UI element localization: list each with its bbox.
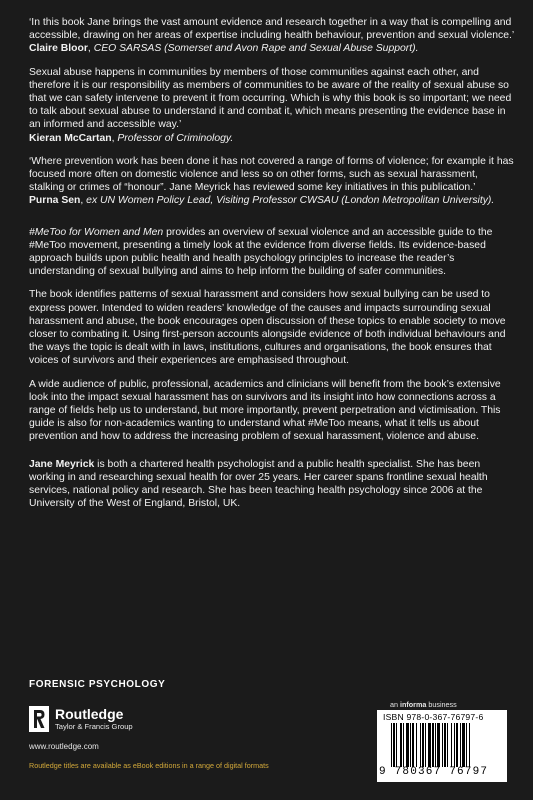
- endorser-role: Professor of Criminology.: [117, 132, 234, 144]
- back-cover-text: [29, 16, 515, 521]
- barcode-bar: [454, 723, 455, 767]
- endorsement-attribution: Claire Bloor, CEO SARSAS (Somerset and Avon Rape and Sexual Abuse Support).: [29, 43, 419, 55]
- author-bio-text: is both a chartered health psychologist and a public health specialist. She has been working in and researching sexual health for over 25 years. Her career spans frontline sexual health services, national policy and research. She has been teaching health psychology since 2006 at the University of the West of England, Bristol, UK.: [29, 458, 488, 510]
- endorsement-3: [29, 155, 515, 208]
- barcode-bar: [420, 723, 421, 767]
- barcode-bar: [456, 723, 458, 767]
- endorser-role: ex UN Women Policy Lead, Visiting Professor CWSAU (London Metropolitan University).: [86, 195, 495, 207]
- barcode-bar: [437, 723, 440, 767]
- barcode-bar: [462, 723, 465, 767]
- publisher-url: www.routledge.com: [29, 742, 99, 751]
- informa-brand: informa: [400, 700, 427, 709]
- endorsement-attribution: Kieran McCartan, Professor of Criminology.: [29, 132, 234, 144]
- barcode-bar: [444, 723, 446, 767]
- publisher-logo: [29, 706, 133, 732]
- barcode-bar: [447, 723, 448, 767]
- barcode-bar: [410, 723, 411, 767]
- ebook-note: Routledge titles are available as eBook editions in a range of digital formats: [29, 761, 269, 770]
- endorser-name: Claire Bloor: [29, 43, 88, 55]
- barcode-bar: [425, 723, 426, 767]
- endorsement-text: ‘In this book Jane brings the vast amount evidence and research together in a way that is compelling and accessible, drawing on her areas of expertise including health behaviour, prevention and sexual violence.’: [29, 17, 515, 42]
- barcode-bar: [400, 723, 402, 767]
- description-text: provides an overview of sexual violence and an accessible guide to the #MeToo movement, presenting a timely look at the evidence from diverse fields. Its evidence-based approach builds upon public health and health psychology principles to increase the reader’s understanding of sexual bullying and aims to help inform the building of safer communities.: [29, 226, 493, 278]
- barcode-bar: [412, 723, 414, 767]
- publisher-name: Routledge: [55, 706, 124, 722]
- description-paragraph-1: [29, 226, 515, 279]
- barcode-bars: [391, 723, 495, 767]
- isbn-text: ISBN 978-0-367-76797-6: [383, 712, 484, 722]
- endorser-name: Purna Sen: [29, 195, 81, 207]
- author-bio: [29, 458, 515, 511]
- barcode-bar: [391, 723, 392, 767]
- barcode-bar: [422, 723, 424, 767]
- barcode-bar: [432, 723, 434, 767]
- subject-category: FORENSIC PSYCHOLOGY: [29, 679, 166, 690]
- barcode-bar: [460, 723, 461, 767]
- routledge-r-icon: [29, 706, 49, 732]
- barcode-bar: [466, 723, 467, 767]
- endorsement-2: [29, 66, 515, 145]
- barcode-bar: [435, 723, 436, 767]
- informa-tagline: an informa business: [390, 700, 457, 709]
- endorser-role: CEO SARSAS (Somerset and Avon Rape and Sexual Abuse Support).: [93, 43, 419, 55]
- endorsement-text: Sexual abuse happens in communities by members of those communities against each other, and therefore it is our responsibility as members of communities to be aware of the reality of sexual abuse so that we can safety intervene to prevent it from occurring. Which is why this book is so important; we need to talk about sexual abuse to understand it and combat it, which means presenting the evidence base in an informed and accessible way.’: [29, 66, 512, 131]
- barcode-bar: [393, 723, 395, 767]
- description-paragraph-2: The book identifies patterns of sexual harassment and considers how sexual bullying can be used to express power. Intended to widen readers’ knowledge of the causes and impacts surrounding sexual harassment and abuse, the book encourages open discussion of these topics to enable society to move closer to combating it. Using first-person accounts alongside evidence of both individual behaviours and the ways the topic is dealt with in laws, institutions, cultures and organisations, the book ensures that voices of survivors and their experiences are emphasised throughout.: [29, 289, 506, 367]
- barcode-bar: [428, 723, 431, 767]
- barcode-bar: [469, 723, 470, 767]
- barcode-bar: [403, 723, 404, 767]
- author-name: Jane Meyrick: [29, 458, 95, 470]
- barcode-bar: [442, 723, 443, 767]
- endorser-name: Kieran McCartan: [29, 132, 112, 144]
- book-title: #MeToo for Women and Men: [29, 226, 164, 238]
- barcode-bar: [416, 723, 417, 767]
- description-paragraph-3: A wide audience of public, professional, academics and clinicians will benefit from the book’s extensive look into the impact sexual harassment has on survivors and its insight into how connections across a range of fields help us to understand, but more importantly, prevent perpetration and victimisation. This guide is also for non-academics wanting to understand what #MeToo means, what it tells us about prevention and how to address the increasing problem of sexual harassment, violence and abuse.: [29, 378, 501, 443]
- barcode-digits: 9 780367 76797: [379, 766, 489, 778]
- barcode: [377, 710, 507, 782]
- endorsement-attribution: Purna Sen, ex UN Women Policy Lead, Visiting Professor CWSAU (London Metropolitan University).: [29, 195, 495, 207]
- endorsement-1: [29, 16, 515, 56]
- endorsement-text: ‘Where prevention work has been done it has not covered a range of forms of violence; for example it has focused more often on domestic violence and less so on other forms, such as sexual harassment, stalking or crimes of “honour”. Jane Meyrick has reviewed some key initiatives in this publication.’: [29, 155, 514, 194]
- barcode-bar: [451, 723, 452, 767]
- publisher-logo-text: [55, 707, 133, 731]
- barcode-bar: [396, 723, 397, 767]
- barcode-bar: [406, 723, 409, 767]
- publisher-group: Taylor & Francis Group: [55, 722, 133, 731]
